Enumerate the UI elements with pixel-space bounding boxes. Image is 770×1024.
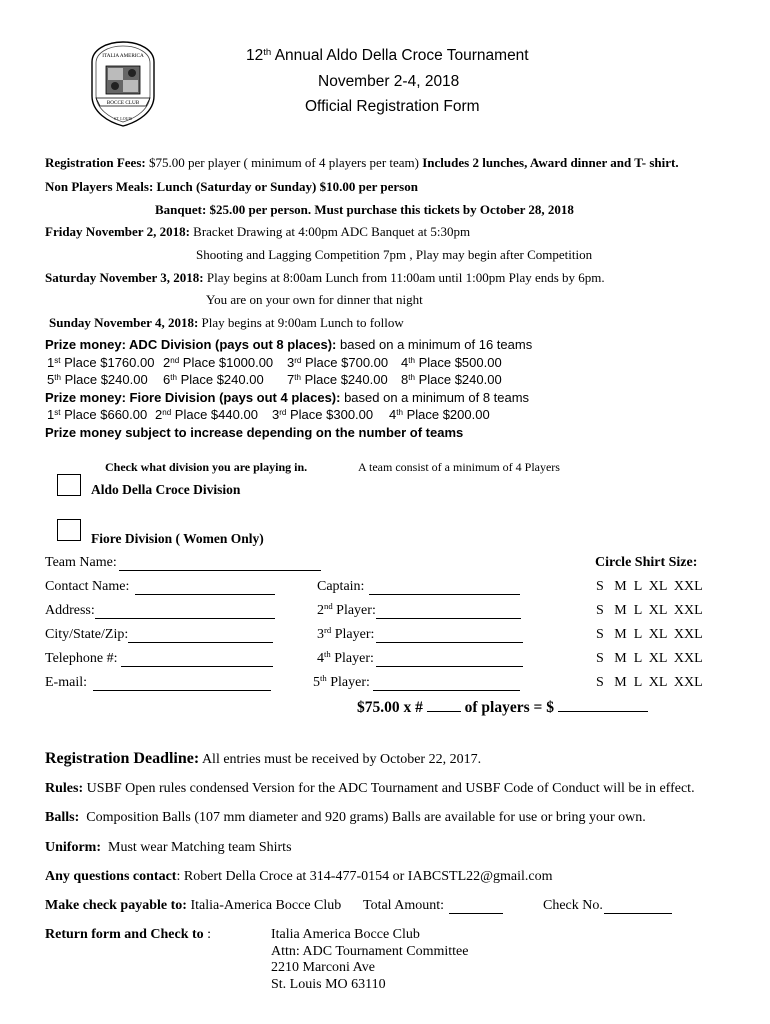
logo-band-text: BOCCE CLUB [106,100,140,106]
player-5-field[interactable] [373,690,520,691]
address-line: Attn: ADC Tournament Committee [271,943,469,959]
shirt-size-options[interactable]: S M L XL XXL [596,651,703,666]
player-3-field[interactable] [376,642,523,643]
email-field[interactable] [93,690,271,691]
nonplayer-meals: Non Players Meals: Lunch (Saturday or Sunday) $10.00 per person [45,179,418,194]
address-line: St. Louis MO 63110 [271,976,386,992]
tournament-dates: November 2-4, 2018 [318,73,460,90]
player-4-field[interactable] [376,666,523,667]
balls-line: Balls: Composition Balls (107 mm diameter and 920 grams) Balls are available for use or bring your own. [45,810,646,825]
prize-place: 1st Place $660.00 [47,407,148,422]
total-due-field[interactable] [558,699,648,712]
logo-top-text: ITALIA AMERICA [102,53,144,59]
logo-bottom-text: ST. LOUIS [113,116,133,121]
player-2-label: 2nd Player: [317,601,376,618]
prize-place: 4th Place $200.00 [389,407,490,422]
captain-field[interactable] [369,594,520,595]
team-name-label: Team Name: [45,555,117,570]
total-amount-label: Total Amount: [363,898,445,913]
shirt-size-options[interactable]: S M L XL XXL [596,675,703,690]
banquet-fee: Banquet: $25.00 per person. Must purchase this tickets by October 28, 2018 [155,202,574,217]
questions-contact: Any questions contact: Robert Della Croce at 314-477-0154 or IABCSTL22@gmail.com [45,869,553,884]
return-form-label: Return form and Check to : [45,927,212,942]
prize-fiore-heading: Prize money: Fiore Division (pays out 4 places): based on a minimum of 8 teams [45,390,530,405]
payable-line: Make check payable to: Italia-America Bocce Club [45,898,342,913]
saturday-schedule: Saturday November 3, 2018: Play begins at 8:00am Lunch from 11:00am until 1:00pm Play ends by 6pm. [45,270,605,285]
telephone-field[interactable] [121,666,273,667]
prize-place: 2nd Place $440.00 [155,407,258,422]
player-4-label: 4th Player: [317,649,374,666]
prize-place: 5th Place $240.00 [47,372,148,387]
contact-name-field[interactable] [135,594,275,595]
sunday-schedule: Sunday November 4, 2018: Play begins at 9:00am Lunch to follow [49,315,404,330]
player-5-label: 5th Player: [313,673,370,690]
fiore-division-checkbox[interactable] [57,519,81,541]
friday-schedule: Friday November 2, 2018: Bracket Drawing at 4:00pm ADC Banquet at 5:30pm [45,224,471,239]
address-field[interactable] [95,618,275,619]
circle-shirt-heading: Circle Shirt Size: [595,555,698,570]
total-amount-field[interactable] [449,913,503,914]
player-2-field[interactable] [376,618,521,619]
prize-fiore-row [47,407,490,422]
team-name-field[interactable] [119,570,321,571]
check-no-label: Check No. [543,898,603,913]
prize-place: 4th Place $500.00 [401,355,502,370]
aldo-division-label: Aldo Della Croce Division [91,482,241,497]
mailing-address [271,927,468,993]
friday-sub: Shooting and Lagging Competition 7pm , Play may begin after Competition [196,247,593,262]
registration-deadline: Registration Deadline: All entries must be received by October 22, 2017. [45,750,482,767]
check-no-field[interactable] [604,913,672,914]
address-line: 2210 Marconi Ave [271,960,375,975]
telephone-label: Telephone #: [45,651,118,666]
prize-place: 7th Place $240.00 [287,372,388,387]
prize-place: 1st Place $1760.00 [47,355,155,370]
address-line: Italia America Bocce Club [271,927,420,942]
form-name: Official Registration Form [305,98,480,115]
club-logo [86,40,160,128]
fiore-division-label: Fiore Division ( Women Only) [91,531,264,546]
captain-label: Captain: [317,579,365,594]
prize-adc-heading: Prize money: ADC Division (pays out 8 places): based on a minimum of 16 teams [45,337,533,352]
tournament-title: 12th Annual Aldo Della Croce Tournament [246,46,529,64]
contact-name-label: Contact Name: [45,579,130,594]
shirt-size-options[interactable]: S M L XL XXL [596,603,703,618]
prize-place: 8th Place $240.00 [401,372,502,387]
shirt-size-options[interactable]: S M L XL XXL [596,579,703,594]
saturday-sub: You are on your own for dinner that night [206,292,423,307]
prize-adc-row-2 [47,372,502,387]
email-label: E-mail: [45,675,87,690]
city-state-zip-label: City/State/Zip: [45,627,129,642]
prize-place: 6th Place $240.00 [163,372,264,387]
city-state-zip-field[interactable] [128,642,273,643]
fees-line: Registration Fees: $75.00 per player ( minimum of 4 players per team) Includes 2 lunches, Award dinner and T- shirt. [45,155,679,170]
prize-place: 3rd Place $700.00 [287,355,389,370]
prize-place: 3rd Place $300.00 [272,407,374,422]
fee-calculation: $75.00 x # of players = $ [357,699,648,717]
rules-line: Rules: USBF Open rules condensed Version for the ADC Tournament and USBF Code of Conduct will be in effect. [45,781,695,796]
prize-subject-note: Prize money subject to increase depending on the number of teams [45,425,464,440]
address-label: Address: [45,603,95,618]
prize-place: 2nd Place $1000.00 [163,355,274,370]
division-instruction: Check what division you are playing in. [105,460,308,474]
player-count-field[interactable] [427,699,461,712]
team-size-note: A team consist of a minimum of 4 Players [358,460,560,474]
shirt-size-options[interactable]: S M L XL XXL [596,627,703,642]
uniform-line: Uniform: Must wear Matching team Shirts [45,840,292,855]
player-3-label: 3rd Player: [317,625,375,642]
aldo-division-checkbox[interactable] [57,474,81,496]
prize-adc-row-1 [47,355,502,370]
